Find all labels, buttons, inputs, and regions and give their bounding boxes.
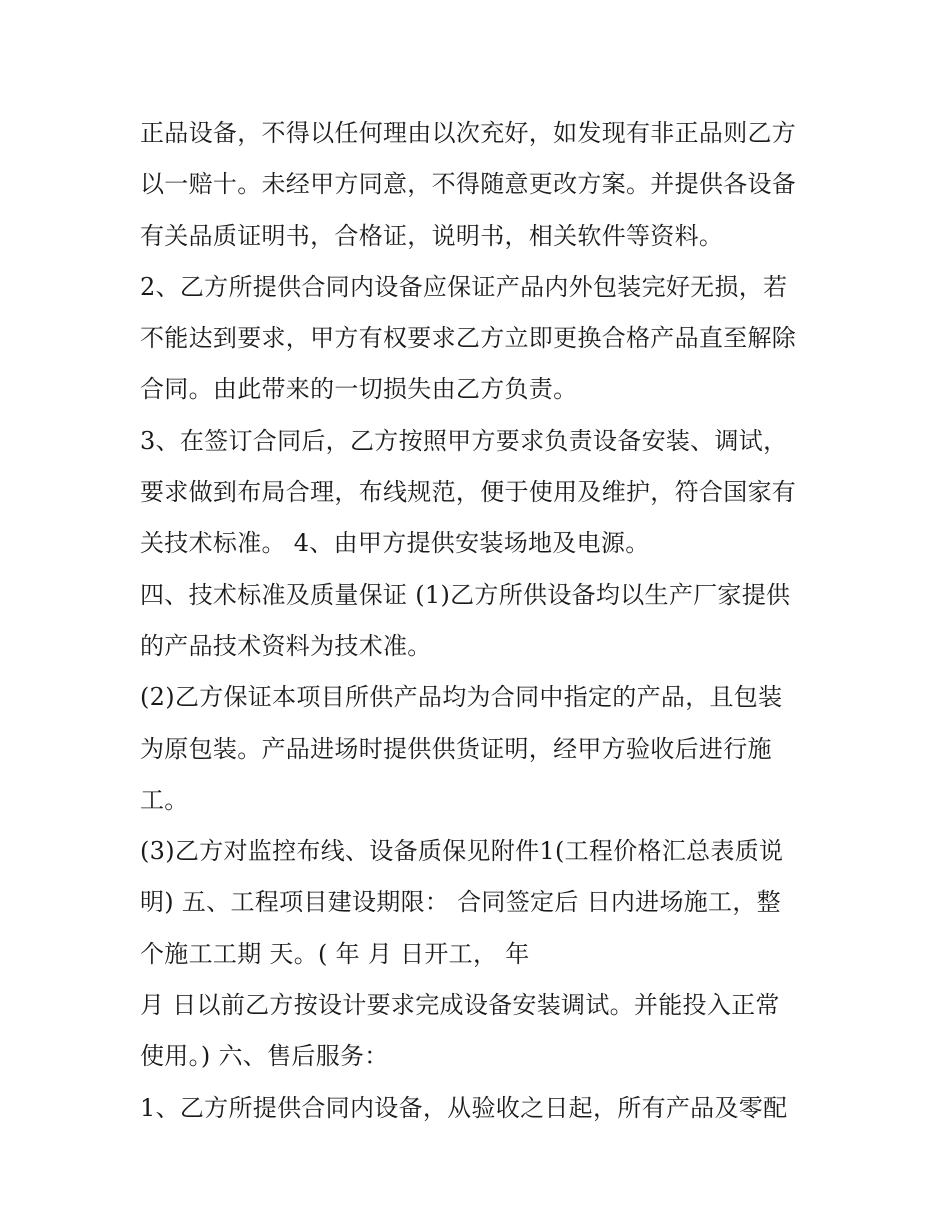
text-line: 月 日以前乙方按设计要求完成设备安装调试。并能投入正常 — [140, 991, 780, 1020]
text-line: 四、技术标准及质量保证 (1)乙方所供设备均以生产厂家提供 — [140, 580, 791, 609]
text-line: 有关品质证明书，合格证，说明书，相关软件等资料。 — [140, 221, 724, 250]
text-line: 为原包装。产品进场时提供供货证明，经甲方验收后进行施 — [140, 734, 772, 763]
text-line: 2、乙方所提供合同内设备应保证产品内外包装完好无损，若 — [140, 272, 788, 301]
text-line: 要求做到布局合理，布线规范，便于使用及维护，符合国家有 — [140, 478, 797, 507]
text-line: 以一赔十。未经甲方同意，不得随意更改方案。并提供各设备 — [140, 170, 797, 199]
text-line: 的产品技术资料为技术准。 — [140, 631, 432, 660]
text-line: 3、在签订合同后，乙方按照甲方要求负责设备安装、调试， — [140, 426, 788, 455]
text-line: 不能达到要求，甲方有权要求乙方立即更换合格产品直至解除 — [140, 324, 797, 353]
text-line: 使用。) 六、售后服务： — [140, 1042, 389, 1071]
text-line: 正品设备，不得以任何理由以次充好，如发现有非正品则乙方 — [140, 119, 797, 147]
text-line: 工。 — [140, 785, 189, 814]
text-line: (2)乙方保证本项目所供产品均为合同中指定的产品，且包装 — [140, 683, 783, 712]
text-line: 关技术标准。 4、由甲方提供安装场地及电源。 — [140, 529, 650, 558]
text-line: 明) 五、工程项目建设期限： 合同签定后 日内进场施工，整 — [140, 888, 781, 917]
document-body — [140, 108, 820, 1134]
text-line: (3)乙方对监控布线、设备质保见附件1(工程价格汇总表质说 — [140, 837, 784, 866]
text-line: 1、乙方所提供合同内设备，从验收之日起，所有产品及零配 — [140, 1093, 788, 1122]
text-line: 合同。由此带来的一切损失由乙方负责。 — [140, 375, 578, 404]
text-line: 个施工工期 天。( 年 月 日开工， 年 — [140, 939, 530, 968]
